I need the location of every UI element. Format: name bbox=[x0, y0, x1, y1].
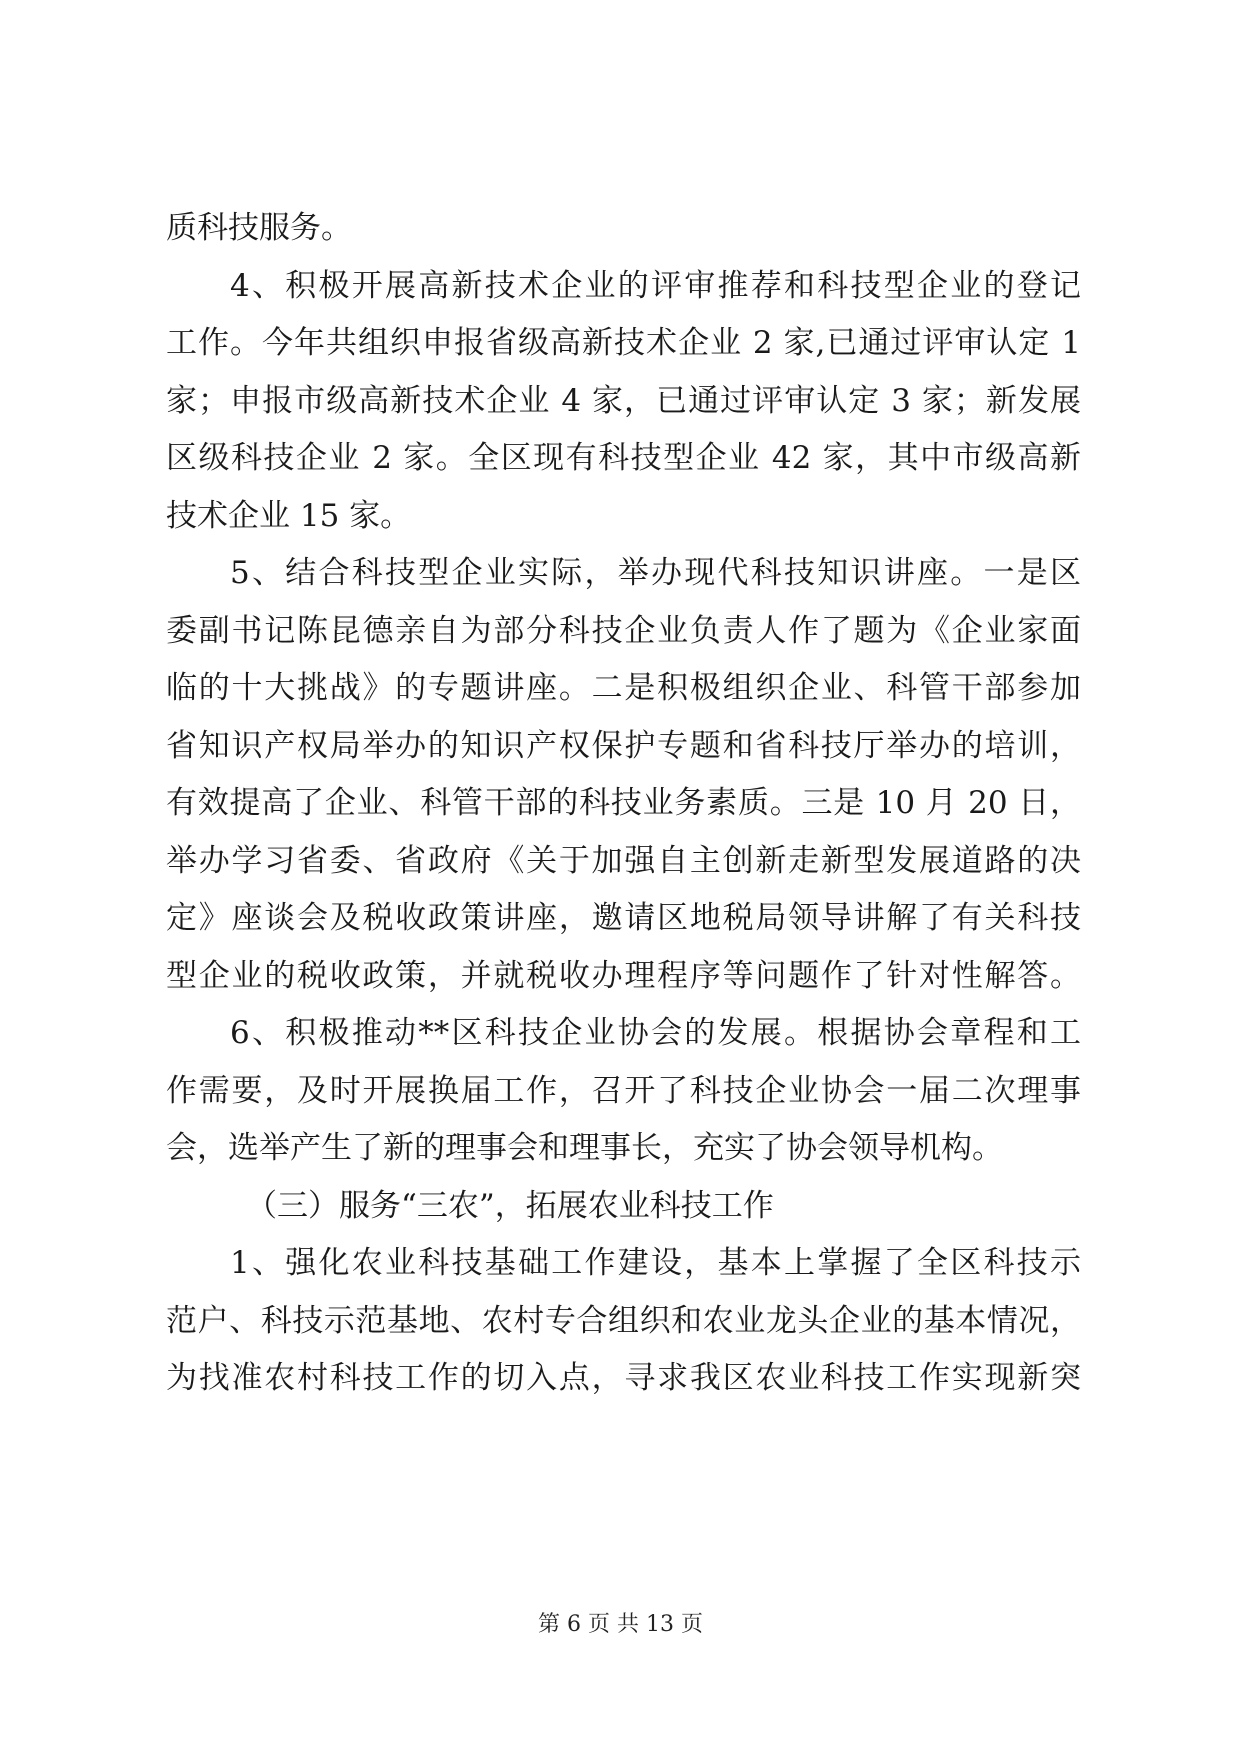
paragraph-start-line: 1、强化农业科技基础工作建设，基本上掌握了全区科技示 bbox=[230, 1245, 1081, 1281]
text-line: 省知识产权局举办的知识产权保护专题和省科技厅举办的培训， bbox=[166, 727, 1081, 764]
text-line: 为找准农村科技工作的切入点，寻求我区农业科技工作实现新突 bbox=[166, 1360, 1081, 1396]
text-line: 定》座谈会及税收政策讲座，邀请区地税局领导讲解了有关科技 bbox=[166, 900, 1081, 936]
document-body bbox=[166, 200, 1081, 1408]
text-line: 作需要，及时开展换届工作，召开了科技企业协会一届二次理事 bbox=[166, 1072, 1081, 1109]
text-line: 技术企业 15 家。 bbox=[166, 497, 412, 534]
text-line: 区级科技企业 2 家。全区现有科技型企业 42 家，其中市级高新 bbox=[166, 440, 1081, 476]
text-line: 有效提高了企业、科管干部的科技业务素质。三是 10 月 20 日， bbox=[166, 785, 1081, 821]
text-line: 临的十大挑战》的专题讲座。二是积极组织企业、科管干部参加 bbox=[166, 670, 1081, 706]
text-line: 质科技服务。 bbox=[166, 210, 352, 246]
page-number-footer: 第 6 页 共 13 页 bbox=[538, 1612, 703, 1637]
text-line: 会，选举产生了新的理事会和理事长，充实了协会领导机构。 bbox=[166, 1130, 1003, 1166]
text-line: 家；申报市级高新技术企业 4 家，已通过评审认定 3 家；新发展 bbox=[166, 382, 1081, 419]
text-line: 举办学习省委、省政府《关于加强自主创新走新型发展道路的决 bbox=[166, 842, 1081, 879]
paragraph-start-line: 4、积极开展高新技术企业的评审推荐和科技型企业的登记 bbox=[230, 267, 1081, 304]
text-line: 型企业的税收政策，并就税收办理程序等问题作了针对性解答。 bbox=[166, 957, 1081, 994]
text-line: 委副书记陈昆德亲自为部分科技企业负责人作了题为《企业家面 bbox=[166, 612, 1081, 649]
paragraph-start-line: 5、结合科技型企业实际，举办现代科技知识讲座。一是区 bbox=[230, 555, 1081, 591]
text-line: 工作。今年共组织申报省级高新技术企业 2 家,已通过评审认定 1 bbox=[166, 325, 1081, 361]
text-line: 范户、科技示范基地、农村专合组织和农业龙头企业的基本情况， bbox=[166, 1302, 1081, 1339]
section-heading: （三）服务“三农”，拓展农业科技工作 bbox=[246, 1187, 774, 1224]
paragraph-start-line: 6、积极推动**区科技企业协会的发展。根据协会章程和工 bbox=[230, 1015, 1081, 1051]
